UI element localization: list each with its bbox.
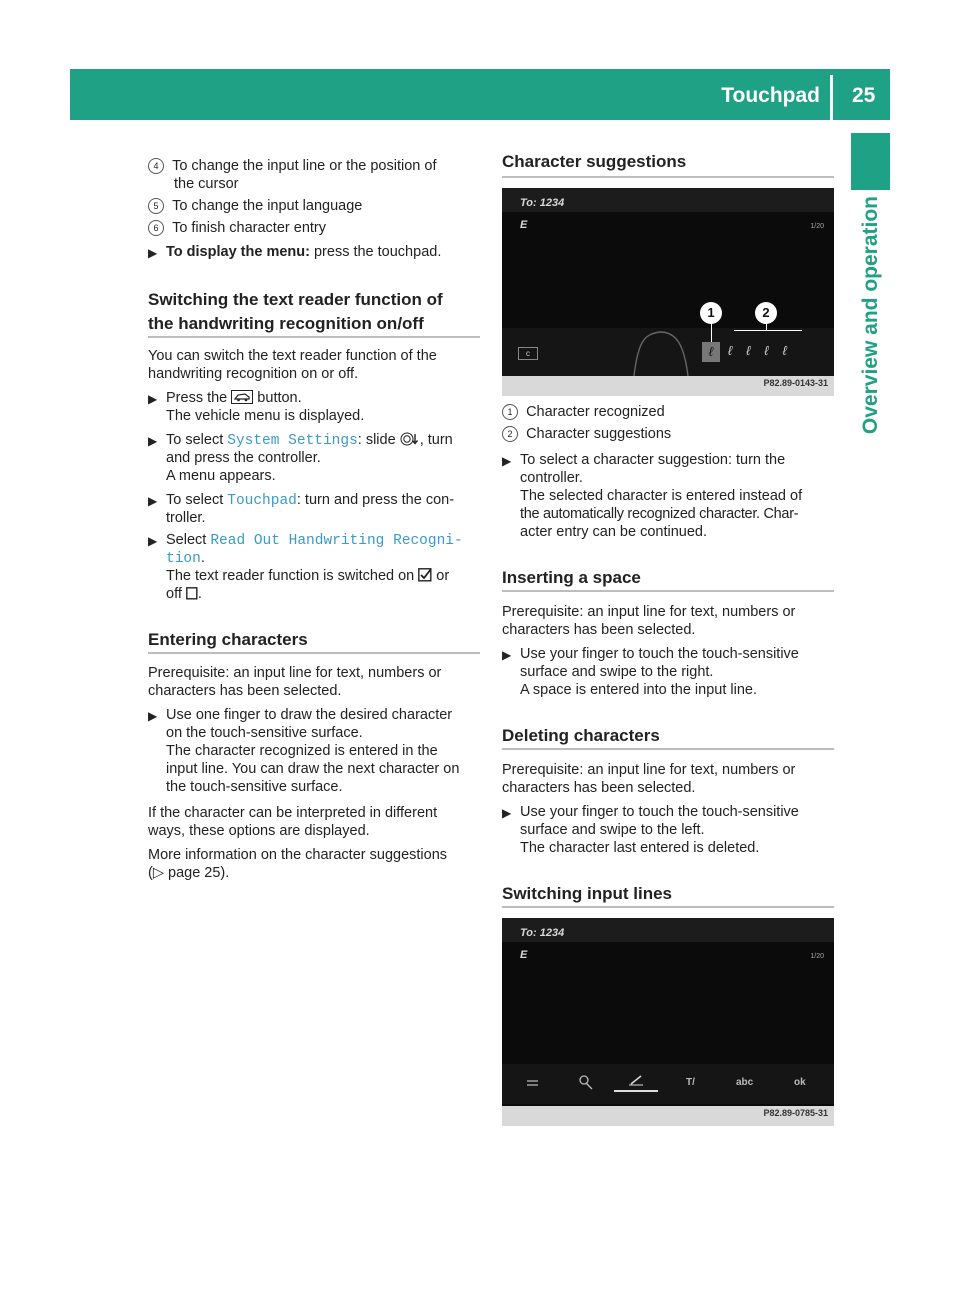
step-line: Use your finger to touch the touch-sensitive (520, 646, 799, 662)
section-rule (148, 652, 480, 654)
section-title-deleting: Deleting characters (502, 726, 660, 745)
select-touchpad-step: To select Touchpad: turn and press the con- (166, 492, 455, 509)
step-line: input line. You can draw the next character on (166, 761, 460, 777)
touchpad-arc-icon (632, 328, 692, 376)
abc-tab: abc (736, 1077, 754, 1088)
switch-lines-icon (526, 1078, 540, 1088)
section-title-suggestions: Character suggestions (502, 152, 687, 171)
step-result: The vehicle menu is displayed. (166, 408, 365, 424)
select-read-out-step: Select Read Out Handwriting Recogni‐ (166, 532, 463, 549)
step-line: and press the controller. (166, 450, 321, 466)
press-step: Press the button. (166, 390, 302, 406)
car-button-icon (231, 390, 253, 404)
switched-line: The text reader function is switched on or (166, 568, 450, 584)
legend-item-6: 6 To finish character entry (148, 219, 326, 237)
step-line: Use one finger to draw the desired character (166, 707, 453, 723)
prereq-line: characters has been selected. (148, 683, 342, 699)
suggestions-screenshot (502, 188, 834, 396)
intro-line: handwriting recognition on or off. (148, 366, 359, 382)
legend-1: 1 Character recognized (502, 403, 665, 421)
page-number: 25 (852, 84, 876, 107)
side-label-text: Overview and operation (859, 196, 882, 435)
language-icon (578, 1074, 594, 1090)
pen-icon (629, 1074, 643, 1086)
step-line: on the touch-sensitive surface. (166, 725, 363, 741)
clear-button: c (518, 347, 538, 360)
step-line: To select a character suggestion: turn the (520, 452, 786, 468)
select-read-out-cont: tion. (166, 550, 205, 567)
arrow-icon: ▶ (148, 709, 158, 723)
callout-1: 1 (700, 302, 722, 324)
section-rule (148, 336, 480, 338)
body-line: If the character can be interpreted in different (148, 805, 438, 821)
suggested-chars: ℓℓℓℓ (728, 343, 801, 358)
screen-counter: 1/20 (810, 953, 824, 960)
prereq-line: characters has been selected. (502, 622, 696, 638)
section-rule (502, 590, 834, 592)
section-title-switching: Switching input lines (502, 884, 672, 903)
legend-item-4: 4 To change the input line or the position of (148, 157, 436, 175)
text-tab: T/ (686, 1077, 695, 1088)
section-title-entering: Entering characters (148, 630, 308, 649)
step-line: surface and swipe to the left. (520, 822, 705, 838)
arrow-icon: ▶ (502, 806, 512, 820)
arrow-icon: ▶ (502, 648, 512, 662)
header-title: Touchpad (721, 84, 820, 107)
section-rule (502, 176, 834, 178)
arrow-icon: ▶ (148, 494, 158, 508)
screen-entered-char: E (520, 219, 528, 231)
step-line: The character last entered is deleted. (520, 840, 760, 856)
arrow-icon: ▶ (148, 534, 158, 548)
screen-to-field: To: 1234 (520, 197, 565, 209)
checkbox-empty-icon (186, 587, 198, 600)
callout-line-2 (734, 330, 802, 331)
checkbox-checked-icon (418, 568, 432, 582)
side-tab (851, 133, 890, 190)
display-menu-step: To display the menu: press the touchpad. (166, 244, 442, 260)
side-label (850, 196, 892, 676)
controller-slide-icon (400, 432, 420, 446)
off-line: off . (166, 586, 202, 602)
switching-lines-screenshot (502, 918, 834, 1126)
prereq-line: Prerequisite: an input line for text, numbers or (502, 604, 796, 620)
page-reference: (▷ page 25). (148, 865, 230, 881)
figure-code: P82.89-0785-31 (763, 1108, 828, 1118)
prereq-line: Prerequisite: an input line for text, numbers or (148, 665, 442, 681)
step-line: controller. (520, 470, 583, 486)
step-result: A menu appears. (166, 468, 276, 484)
touchpad-link: Touchpad (227, 493, 297, 509)
step-line: troller. (166, 510, 206, 526)
arrow-icon: ▶ (148, 392, 158, 406)
screen-to-field: To: 1234 (520, 927, 565, 939)
step-line: The character recognized is entered in the (166, 743, 438, 759)
section-title-space: Inserting a space (502, 568, 641, 587)
input-mode-bar (502, 1064, 834, 1104)
arrow-icon: ▶ (502, 454, 512, 468)
recognized-char: ℓ (702, 342, 720, 362)
step-line: the automatically recognized character. Char- (520, 506, 799, 522)
intro-line: You can switch the text reader function of the (148, 348, 437, 364)
step-line: The selected character is entered instead of (520, 488, 803, 504)
prereq-line: characters has been selected. (502, 780, 696, 796)
screen-counter: 1/20 (810, 223, 824, 230)
read-out-link: Read Out Handwriting Recogni‐ (210, 533, 463, 549)
step-line: A space is entered into the input line. (520, 682, 757, 698)
section-title-text-reader-l2: the handwriting recognition on/off (148, 314, 424, 333)
step-line: Use your finger to touch the touch-sensitive (520, 804, 799, 820)
legend-item-4-cont: the cursor (174, 176, 239, 192)
arrow-icon: ▶ (148, 434, 158, 448)
section-title-text-reader: Switching the text reader function of (148, 290, 443, 309)
page-header (70, 69, 890, 120)
step-line: surface and swipe to the right. (520, 664, 714, 680)
body-line: ways, these options are displayed. (148, 823, 370, 839)
figure-code: P82.89-0143-31 (763, 378, 828, 388)
legend-item-5: 5 To change the input language (148, 197, 362, 215)
arrow-icon: ▶ (148, 246, 158, 260)
callout-2: 2 (755, 302, 777, 324)
legend-2: 2 Character suggestions (502, 425, 671, 443)
section-rule (502, 906, 834, 908)
prereq-line: Prerequisite: an input line for text, numbers or (502, 762, 796, 778)
select-system-step: To select System Settings: slide , turn (166, 432, 453, 449)
step-line: the touch-sensitive surface. (166, 779, 343, 795)
header-divider (830, 75, 833, 120)
ok-tab: ok (794, 1077, 806, 1088)
section-rule (502, 748, 834, 750)
body-line: More information on the character suggestions (148, 847, 448, 863)
step-line: acter entry can be continued. (520, 524, 708, 540)
system-settings-link: System Settings (227, 433, 358, 449)
screen-entered-char: E (520, 949, 528, 961)
